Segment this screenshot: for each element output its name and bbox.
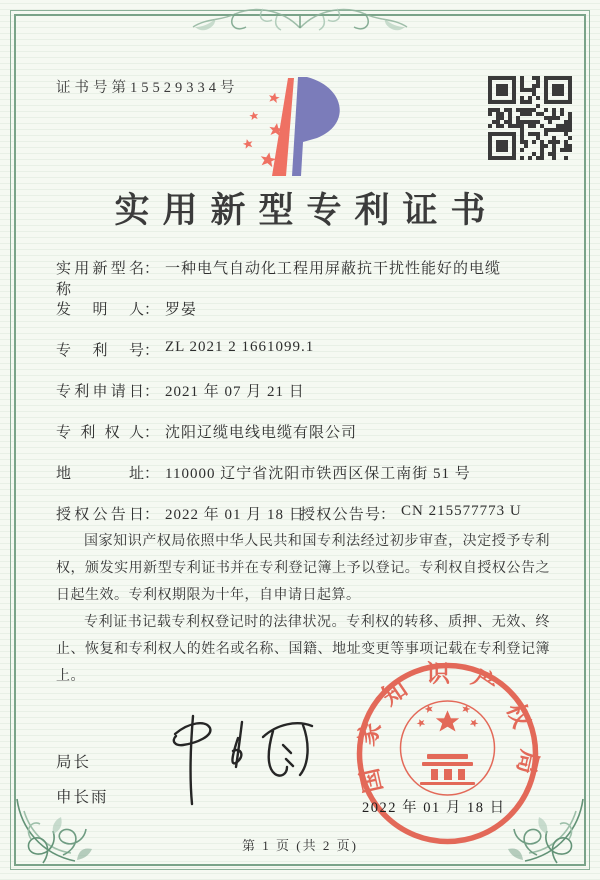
field-list: [56, 257, 564, 544]
field-colon: ：: [144, 384, 160, 400]
field-colon: ：: [380, 507, 396, 523]
director-name: 申长雨: [56, 789, 109, 806]
director-title: 局长: [56, 754, 92, 771]
field-label: 实用新型名称: [56, 261, 144, 298]
field-grant-number: [300, 503, 522, 524]
field-colon: ：: [144, 425, 160, 441]
director-signature: [145, 710, 325, 810]
field-value: ZL 2021 2 1661099.1: [165, 339, 315, 355]
field-value: 沈阳辽缆电线电缆有限公司: [165, 425, 358, 441]
certificate-number: 证书号第15529334号: [56, 80, 239, 96]
official-seal: [350, 656, 545, 851]
field-value: 2022 年 01 月 18 日: [165, 507, 305, 523]
field-colon: ：: [144, 466, 160, 482]
seal-text: 国家知识产权局: [353, 661, 542, 795]
field-row-patent-number: [56, 339, 564, 380]
field-label: 授权公告日: [56, 507, 144, 523]
field-colon: ：: [144, 343, 160, 359]
certificate-title: 实用新型专利证书: [114, 191, 499, 230]
qr-code: [488, 76, 572, 160]
field-value: 罗晏: [165, 302, 198, 318]
field-row-filing-date: [56, 380, 564, 421]
page-number: 第 1 页 (共 2 页): [242, 838, 358, 853]
legal-paragraph-2: 专利证书记载专利权登记时的法律状况。专利权的转移、质押、无效、终止、恢复和专利权人的姓名或名称、国籍、地址变更等事项记载在专利登记簿上。: [56, 615, 550, 684]
cnipa-logo-icon: [228, 72, 388, 184]
field-colon: ：: [144, 302, 160, 318]
field-colon: ：: [144, 261, 160, 277]
legal-paragraph-1: 国家知识产权局依照中华人民共和国专利法经过初步审查，决定授予专利权，颁发实用新型专利证书并在专利登记簿上予以登记。专利权自授权公告之日起生效。专利权期限为十年，自申请日起算。: [56, 534, 550, 603]
field-value: 2021 年 07 月 21 日: [165, 384, 305, 400]
field-label: 地址: [56, 466, 144, 482]
field-row-name: [56, 257, 564, 298]
field-label: 专利号: [56, 343, 144, 359]
field-label: 专利权人: [56, 425, 144, 441]
field-label: 发明人: [56, 302, 144, 318]
field-value: 一种电气自动化工程用屏蔽抗干扰性能好的电缆: [165, 261, 502, 277]
field-row-address: [56, 462, 564, 503]
top-flourish-ornament: [185, 0, 415, 44]
seal-date: 2022 年 01 月 18 日: [362, 800, 506, 816]
director-block: [56, 745, 109, 815]
field-row-inventor: [56, 298, 564, 339]
field-row-patentee: [56, 421, 564, 462]
field-label: 专利申请日: [56, 384, 144, 400]
field-label: 授权公告号: [300, 507, 380, 523]
field-value: 110000 辽宁省沈阳市铁西区保工南街 51 号: [165, 466, 471, 482]
field-value: CN 215577773 U: [401, 503, 522, 519]
field-colon: ：: [144, 507, 160, 523]
